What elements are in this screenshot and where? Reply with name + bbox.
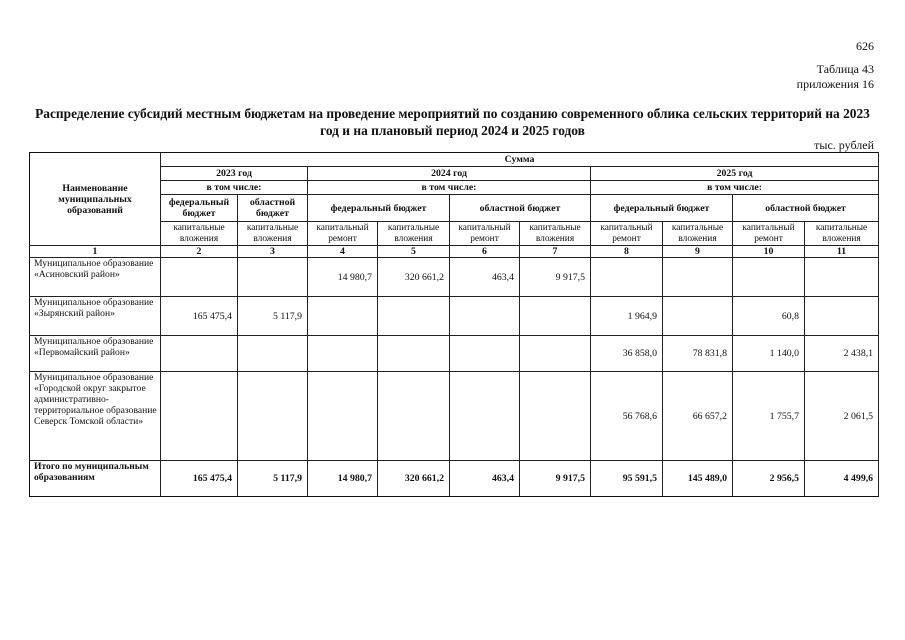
- cell-value: [378, 372, 450, 461]
- header-incl-2023: в том числе:: [161, 181, 308, 195]
- cell-value: 463,4: [450, 258, 520, 297]
- header-incl-2024: в том числе:: [308, 181, 591, 195]
- total-value: 463,4: [450, 461, 520, 497]
- subsidy-table: [29, 152, 879, 497]
- cell-value: [161, 372, 238, 461]
- cell-value: [378, 336, 450, 372]
- row-name: Муниципальное образование «Городской округ закрытое административно-территориальное образование Северск Томской области»: [30, 372, 161, 461]
- header-reg-2025: областной бюджет: [733, 195, 879, 222]
- units-label: тыс. рублей: [814, 138, 874, 152]
- table-reference-line1: Таблица 43: [816, 62, 874, 76]
- cell-value: [520, 336, 591, 372]
- row-name: Муниципальное образование «Асиновский район»: [30, 258, 161, 297]
- cell-value: [308, 297, 378, 336]
- cell-value: [161, 336, 238, 372]
- cell-value: [663, 258, 733, 297]
- header-kind-c10: капитальный ремонт: [733, 222, 805, 246]
- cell-value: 66 657,2: [663, 372, 733, 461]
- cell-value: [238, 336, 308, 372]
- cell-value: [378, 297, 450, 336]
- cell-value: 165 475,4: [161, 297, 238, 336]
- cell-value: [308, 336, 378, 372]
- page-number: 626: [856, 39, 874, 53]
- col-number: 9: [663, 246, 733, 258]
- cell-value: [733, 258, 805, 297]
- cell-value: 2 438,1: [805, 336, 879, 372]
- header-reg-2023: областной бюджет: [238, 195, 308, 222]
- cell-value: [161, 258, 238, 297]
- cell-value: 5 117,9: [238, 297, 308, 336]
- col-number: 2: [161, 246, 238, 258]
- header-reg-2024: областной бюджет: [450, 195, 591, 222]
- cell-value: 2 061,5: [805, 372, 879, 461]
- cell-value: [520, 372, 591, 461]
- header-year-2023: 2023 год: [161, 167, 308, 181]
- total-value: 95 591,5: [591, 461, 663, 497]
- total-value: 165 475,4: [161, 461, 238, 497]
- header-kind-c8: капитальный ремонт: [591, 222, 663, 246]
- total-value: 4 499,6: [805, 461, 879, 497]
- header-fed-2023: федеральный бюджет: [161, 195, 238, 222]
- cell-value: [450, 372, 520, 461]
- cell-value: [663, 297, 733, 336]
- header-year-2025: 2025 год: [591, 167, 879, 181]
- header-name-column: Наименование муниципальных образований: [30, 153, 161, 246]
- table-reference: [797, 62, 874, 92]
- col-number: 8: [591, 246, 663, 258]
- col-number: 6: [450, 246, 520, 258]
- cell-value: 14 980,7: [308, 258, 378, 297]
- total-value: 2 956,5: [733, 461, 805, 497]
- col-number: 5: [378, 246, 450, 258]
- total-value: 9 917,5: [520, 461, 591, 497]
- header-kind-c6: капитальный ремонт: [450, 222, 520, 246]
- header-kind-c5: капитальные вложения: [378, 222, 450, 246]
- cell-value: [805, 258, 879, 297]
- cell-value: 9 917,5: [520, 258, 591, 297]
- table-row: [30, 336, 879, 372]
- header-kind-c9: капитальные вложения: [663, 222, 733, 246]
- table-row: [30, 372, 879, 461]
- cell-value: [450, 297, 520, 336]
- total-value: 320 661,2: [378, 461, 450, 497]
- header-kind-c2: капитальные вложения: [161, 222, 238, 246]
- cell-value: [238, 258, 308, 297]
- cell-value: 56 768,6: [591, 372, 663, 461]
- header-kind-c3: капитальные вложения: [238, 222, 308, 246]
- row-name: Муниципальное образование «Первомайский район»: [30, 336, 161, 372]
- total-value: 5 117,9: [238, 461, 308, 497]
- table-reference-line2: приложения 16: [796, 77, 874, 91]
- col-number: 3: [238, 246, 308, 258]
- col-number: 7: [520, 246, 591, 258]
- document-title: Распределение субсидий местным бюджетам на проведение мероприятий по созданию современного облика сельских территорий на 2023 год и на плановый период 2024 и 2025 годов: [35, 106, 870, 138]
- header-fed-2025: федеральный бюджет: [591, 195, 733, 222]
- total-value: 145 489,0: [663, 461, 733, 497]
- col-number: 1: [30, 246, 161, 258]
- total-row: [30, 461, 879, 497]
- col-number: 11: [805, 246, 879, 258]
- cell-value: 320 661,2: [378, 258, 450, 297]
- header-kind-c4: капитальный ремонт: [308, 222, 378, 246]
- table-row: [30, 297, 879, 336]
- cell-value: [591, 258, 663, 297]
- cell-value: 1 964,9: [591, 297, 663, 336]
- cell-value: 78 831,8: [663, 336, 733, 372]
- cell-value: 1 755,7: [733, 372, 805, 461]
- table-row: [30, 258, 879, 297]
- header-kind-c7: капитальные вложения: [520, 222, 591, 246]
- cell-value: [238, 372, 308, 461]
- cell-value: [450, 336, 520, 372]
- cell-value: [520, 297, 591, 336]
- total-value: 14 980,7: [308, 461, 378, 497]
- cell-value: 60,8: [733, 297, 805, 336]
- header-sum: Сумма: [161, 153, 879, 167]
- header-kind-c11: капитальные вложения: [805, 222, 879, 246]
- header-fed-2024: федеральный бюджет: [308, 195, 450, 222]
- header-year-2024: 2024 год: [308, 167, 591, 181]
- cell-value: [805, 297, 879, 336]
- cell-value: 1 140,0: [733, 336, 805, 372]
- col-number: 10: [733, 246, 805, 258]
- header-incl-2025: в том числе:: [591, 181, 879, 195]
- row-name: Муниципальное образование «Зырянский район»: [30, 297, 161, 336]
- cell-value: 36 858,0: [591, 336, 663, 372]
- cell-value: [308, 372, 378, 461]
- col-number: 4: [308, 246, 378, 258]
- total-label: Итого по муниципальным образованиям: [30, 461, 161, 497]
